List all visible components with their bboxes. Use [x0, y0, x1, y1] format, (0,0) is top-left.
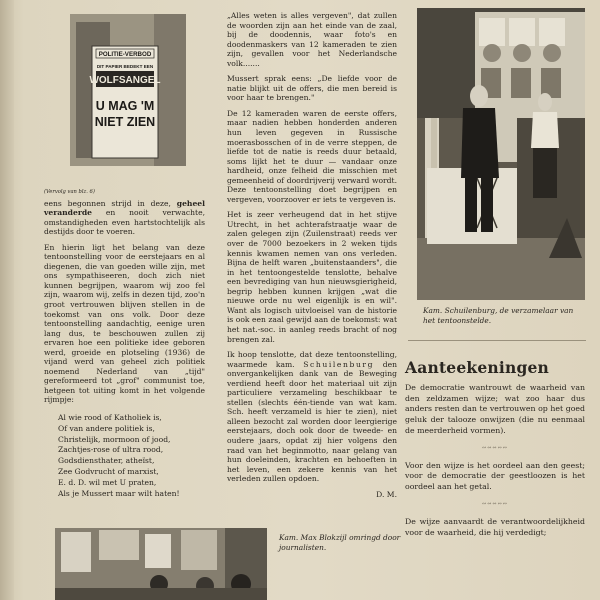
section-divider [408, 340, 586, 341]
poster-photo [70, 14, 186, 166]
journalists-illustration [55, 528, 267, 600]
left-column [44, 188, 205, 499]
poster-illustration [70, 14, 186, 166]
continuation-note: (Vervolg van blz. 6) [44, 189, 95, 195]
middle-paragraph-4: Het is zeer verheugend dat in het stijve Utrecht, in het achterafstraatje waar de zalen gelegen zijn (Zuilenstraat) reeds ver over de 7000 bezoekers in 2 weken tijds kennis kwamen nemen van ons verleden. Bijna de helft waren „buitenstaanders", die in het tentoongestelde tenslotte, behalve een bevrediging van hun nieuwsgierigheid, begrip hebben kunnen krijgen „wat die nieuwe orde nu wel eigenlijk is en wil". Want als logisch uitvloeisel van de historie is ook een zaal gewijd aan de toekomst: wat het nat.-soc. in aanleg reeds bracht of nog brengen zal. [227, 210, 397, 344]
section-heading: Aanteekeningen [405, 358, 550, 377]
journalists-photo [55, 528, 267, 600]
poster-subline: DIT PAPIER BEDEKT EEN [96, 64, 154, 69]
poster-heading: POLITIE-VERBOD [98, 51, 152, 58]
journalists-caption: Kam. Max Blokzijl omringd door journalisten. [279, 533, 401, 552]
poster-word: WOLFSANGEL [89, 75, 161, 86]
exhibition-caption: Kam. Schuilenburg, de verzamelaar van het tentoonstelde. [423, 306, 574, 325]
middle-paragraph-5: Ik hoop tenslotte, dat deze tentoonstelling, waarmede kam. Schuilenburg den onvergankelijken dank van de Beweging verdiend heeft door het materiaal uit zijn particuliere verzameling beschikbaar te stellen (slechts één-tiende van wat kam. Sch. heeft verzameld is hier te zien), niet alleen bezocht zal worden door leergierige eerstejaars, doch ook door de tweede- en oudere jaars, opdat zij hier volgens den raad van het beginmotto, naar gelang van hun doeleinden, krachten en behoeften in het leven, een zekere kennis van het verleden zullen opdoen. [227, 350, 397, 484]
page-edge [0, 0, 14, 600]
middle-paragraph-3: De 12 kameraden waren de eerste offers, maar nadien hebben honderden anderen hun leven gegeven in Russische moerasbosschen of in de verre steppen, de liefde tot de natie is reeds duur betaald, soms lijkt het te duur — vandaar onze hardheid, onze felheid die misschien met gemeenheid of doordrijverij verward wordt. Deze tentoonstelling doet begrijpen en vergeven, voorzoover er iets te vergeven is. [227, 108, 397, 204]
middle-paragraph-1: „Alles weten is alles vergeven", dat zullen de woorden zijn aan het einde van de zaal, bij de doodennis, waar foto's en doodenmaskers van 12 kameraden te zien zijn, gevallen voor het Nederlandsche volk....... [227, 11, 397, 68]
poster-line1: U MAG 'M [95, 99, 155, 113]
poster-line2: NIET ZIEN [94, 115, 156, 129]
right-column [405, 358, 585, 544]
middle-column [227, 11, 397, 499]
right-paragraph-1: De democratie wantrouwt de waarheid van den zeldzamen wijze; wat zoo haar dus anders resten dan te vertrouwen op het goed geluk der talooze onwijzen (die nu eenmaal de meerderheid vormen). [405, 382, 585, 435]
signature: D. M. [376, 489, 397, 499]
poem: Al wie rood of Katholiek is, Of van andere politiek is, Christelijk, mormoon of jood, Zachtjes-rose of ultra rood, Godsdiensthater, atheïst, Zee Godvrucht of marxist, E. d. D. wil met U praten, Als je Mussert maar wilt haten! [58, 413, 180, 498]
exhibition-photo [417, 8, 585, 300]
left-paragraph-1: eens begonnen strijd in deze, geheel veranderde en nooit verwachte, omstandigheden even hartstochtelijk als destijds door te voeren. [44, 198, 205, 237]
right-paragraph-3: De wijze aanvaardt de verantwoordelijkheid voor de waarheid, die hij verdedigt; [405, 516, 585, 537]
ornament-divider-2: ∾∾∾∾∾ [482, 500, 508, 507]
middle-paragraph-2: Mussert sprak eens: „De liefde voor de natie blijkt uit de offers, die men bereid is voor haar te brengen." [227, 74, 397, 103]
right-paragraph-2: Voor den wijze is het oordeel aan den geest; voor de democratie der geestloozen is het oordeel aan het getal. [405, 460, 585, 492]
ornament-divider: ∾∾∾∾∾ [482, 444, 508, 451]
left-paragraph-2: En hierin ligt het belang van deze tentoonstelling voor de eerstejaars en al diegenen, die van goeden wille zijn, met ons sympathiseeren, doch zich niet kunnen begrijpen, waarom wij zoo fel zijn, waarom wij, zelfs in dezen tijd, zoo'n groot vertrouwen blijven stellen in de toekomst van ons volk. Door deze tentoonstelling aandachtig, eenige uren lang dus, te beschouwen zullen zij ervaren hoe een politieke idee geboren werd, groeide en plotseling (1936) de vijand werd van geheel zich politiek noemend Nederland van „tijd" gereformeerd tot „grof" communist toe, hetgeen tot uiting komt in het volgende rijmpje: [44, 242, 205, 405]
exhibition-illustration [417, 8, 585, 300]
